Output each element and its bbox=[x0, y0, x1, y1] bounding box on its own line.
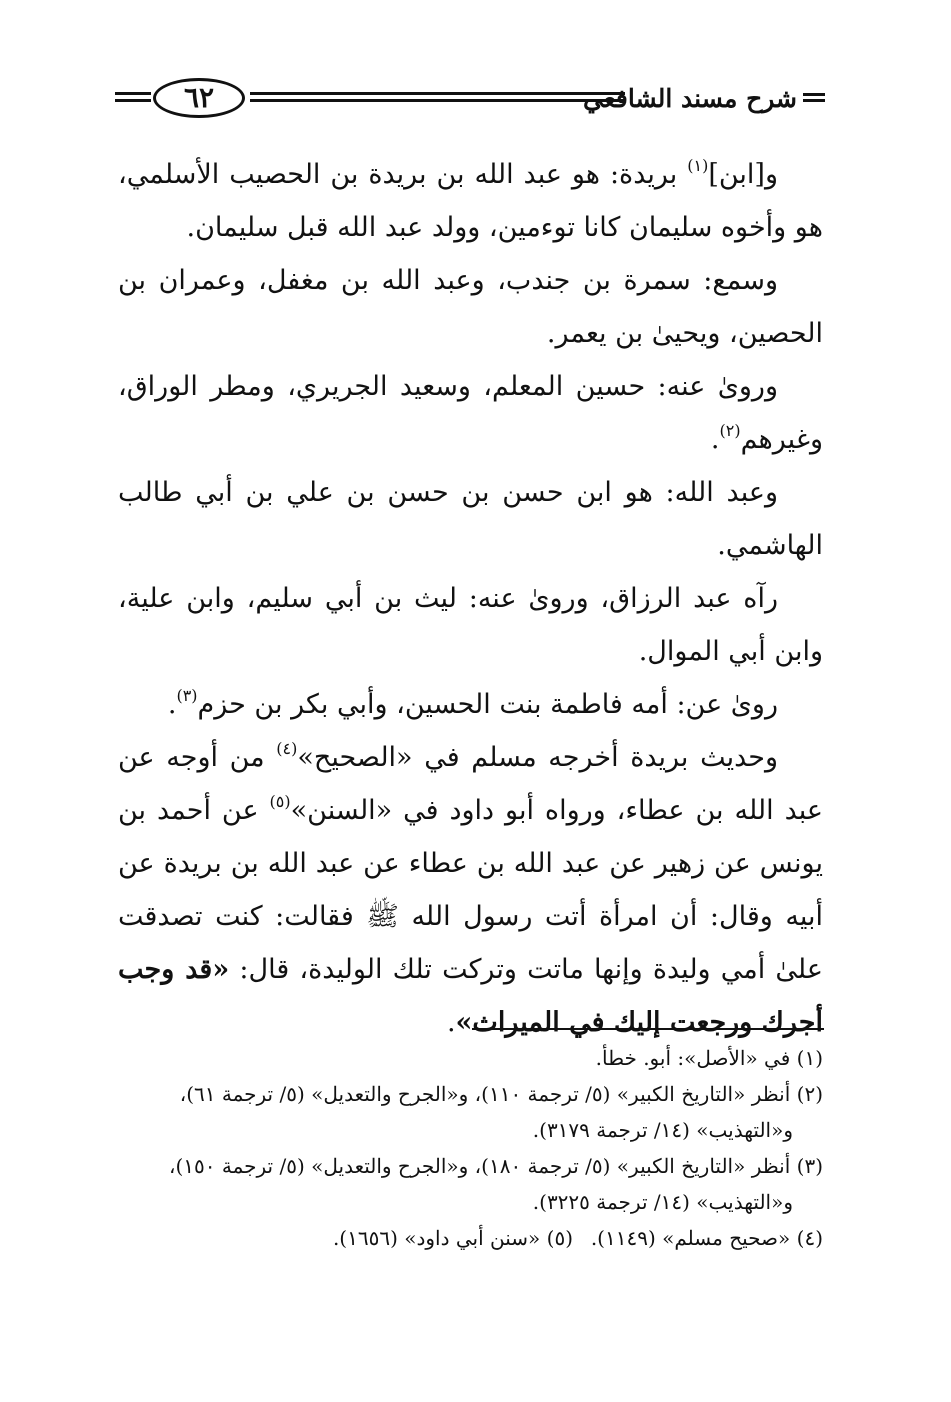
text-run: وسمع: سمرة بن جندب، وعبد الله بن مغفل، وعمران بن الحصين، ويحيىٰ بن يعمر. bbox=[118, 265, 823, 349]
footnotes bbox=[118, 1040, 823, 1256]
footnote-marker: (٣) bbox=[176, 686, 198, 705]
text-run: . bbox=[167, 689, 177, 720]
header-title: شرح مسند الشافعي bbox=[583, 84, 797, 113]
footnote-row-4-5 bbox=[118, 1220, 823, 1256]
main-text bbox=[118, 148, 823, 1049]
text-run: وعبد الله: هو ابن حسن بن حسن بن علي بن أبي طالب الهاشمي. bbox=[118, 477, 823, 561]
hadith-quote: «قد وجب أجرك ورجعت إليك في الميراث» bbox=[118, 954, 823, 1038]
paragraph bbox=[118, 254, 823, 360]
paragraph bbox=[118, 731, 823, 1049]
header-rule-end bbox=[115, 92, 151, 102]
text-run: روىٰ عن: أمه فاطمة بنت الحسين، وأبي بكر بن حزم bbox=[197, 689, 778, 720]
text-run: وحديث بريدة أخرجه مسلم في «الصحيح» bbox=[297, 742, 778, 773]
footnote-3-continued: و«التهذيب» (١٤/ ترجمة ٣٢٢٥). bbox=[532, 1190, 793, 1214]
footnote-1: (١) في «الأصل»: أبو. خطأ. bbox=[595, 1046, 823, 1070]
paragraph bbox=[118, 360, 823, 466]
footnote-separator bbox=[472, 1028, 824, 1030]
text-run: . bbox=[446, 1007, 456, 1038]
footnote-marker: (٤) bbox=[276, 739, 298, 758]
footnote-3: (٣) أنظر «التاريخ الكبير» (٥/ ترجمة ١٨٠)، و«الجرح والتعديل» (٥/ ترجمة ١٥٠)، bbox=[169, 1154, 823, 1178]
page-number: ٦٢ bbox=[153, 78, 245, 118]
text-run: رآه عبد الرزاق، وروىٰ عنه: ليث بن أبي سليم، وابن علية، وابن أبي الموال. bbox=[118, 583, 823, 667]
text-run: عن أحمد بن يونس عن زهير عن عبد الله بن عطاء عن عبد الله بن بريدة عن أبيه وقال: أن امرأة أتت رسول الله ﷺ فقالت: كنت تصدقت علىٰ أمي وليدة وإنها ماتت وتركت تلك الوليدة، قال: bbox=[118, 795, 823, 985]
header-rule bbox=[250, 92, 625, 102]
paragraph bbox=[118, 466, 823, 572]
header-ornament-bars bbox=[803, 93, 825, 102]
paragraph bbox=[118, 572, 823, 678]
text-run: بريدة: هو عبد الله بن بريدة بن الحصيب الأسلمي، هو وأخوه سليمان كانا توءمين، وولد عبد الله قبل سليمان. bbox=[118, 159, 823, 243]
footnote-marker: (٢) bbox=[719, 421, 741, 440]
footnote-2-continued: و«التهذيب» (١٤/ ترجمة ٣١٧٩). bbox=[532, 1118, 793, 1142]
footnote-marker: (١) bbox=[687, 156, 709, 175]
text-run: و[ابن] bbox=[708, 159, 778, 190]
footnote-4: (٤) «صحيح مسلم» (١١٤٩). bbox=[590, 1226, 823, 1250]
paragraph bbox=[118, 148, 823, 254]
running-header bbox=[115, 78, 825, 124]
footnote-marker: (٥) bbox=[269, 792, 291, 811]
text-run: . bbox=[710, 424, 720, 455]
text-run: وروىٰ عنه: حسين المعلم، وسعيد الجريري، ومطر الوراق، وغيرهم bbox=[118, 371, 823, 455]
footnote-5: (٥) «سنن أبي داود» (١٦٥٦). bbox=[332, 1226, 573, 1250]
footnote-2: (٢) أنظر «التاريخ الكبير» (٥/ ترجمة ١١٠)، و«الجرح والتعديل» (٥/ ترجمة ٦١)، bbox=[179, 1082, 823, 1106]
paragraph bbox=[118, 678, 823, 731]
text-run: من أوجه عن عبد الله بن عطاء، ورواه أبو داود في «السنن» bbox=[118, 742, 824, 826]
